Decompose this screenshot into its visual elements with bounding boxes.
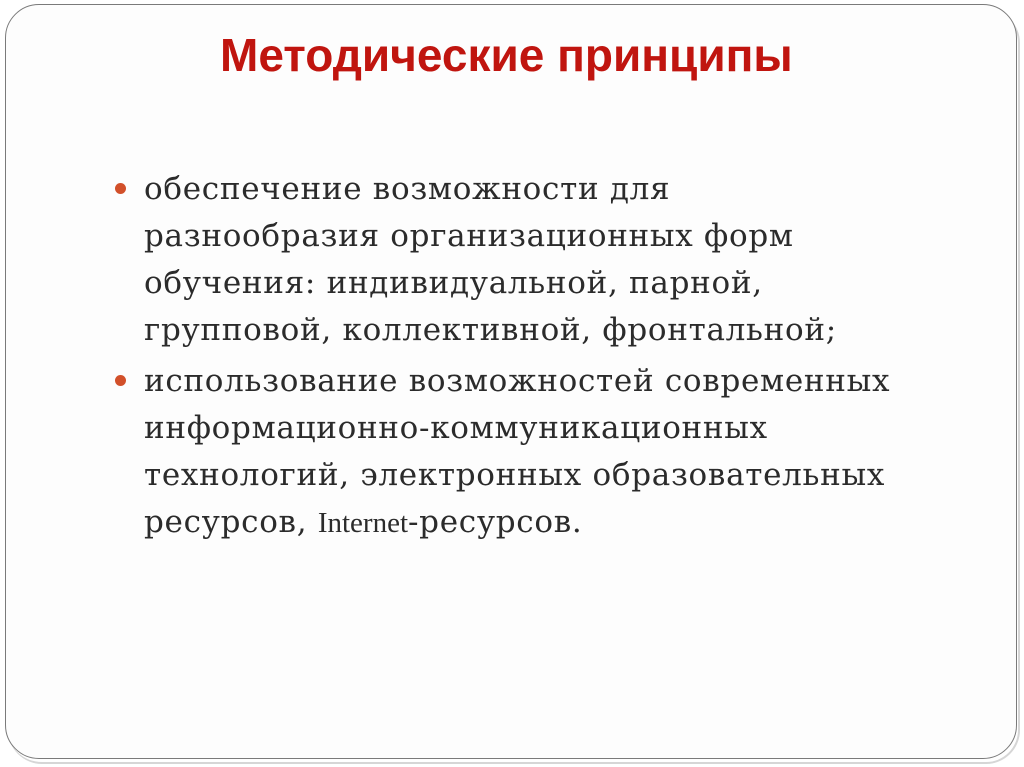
bullet-dot-icon — [115, 183, 126, 194]
bullet-list — [110, 166, 900, 551]
bullet-item-technologies — [110, 358, 900, 547]
bullet-dot-icon — [115, 375, 126, 386]
bullet-text: обеспечение возможности для разнообразия организационных форм обучения: индивидуальной, парной, групповой, коллективной, фронтальной; — [144, 171, 837, 348]
bullet-text-end: -ресурсов. — [408, 504, 583, 540]
slide-title: Методические принципы — [220, 29, 793, 81]
bullet-item-forms — [110, 166, 900, 354]
bullet-text-internet: Internet — [317, 507, 408, 539]
bullet-text-start: использование возможностей современных информационно-коммуникационных технологий, электронных образовательных ресурсов, — [144, 363, 891, 540]
